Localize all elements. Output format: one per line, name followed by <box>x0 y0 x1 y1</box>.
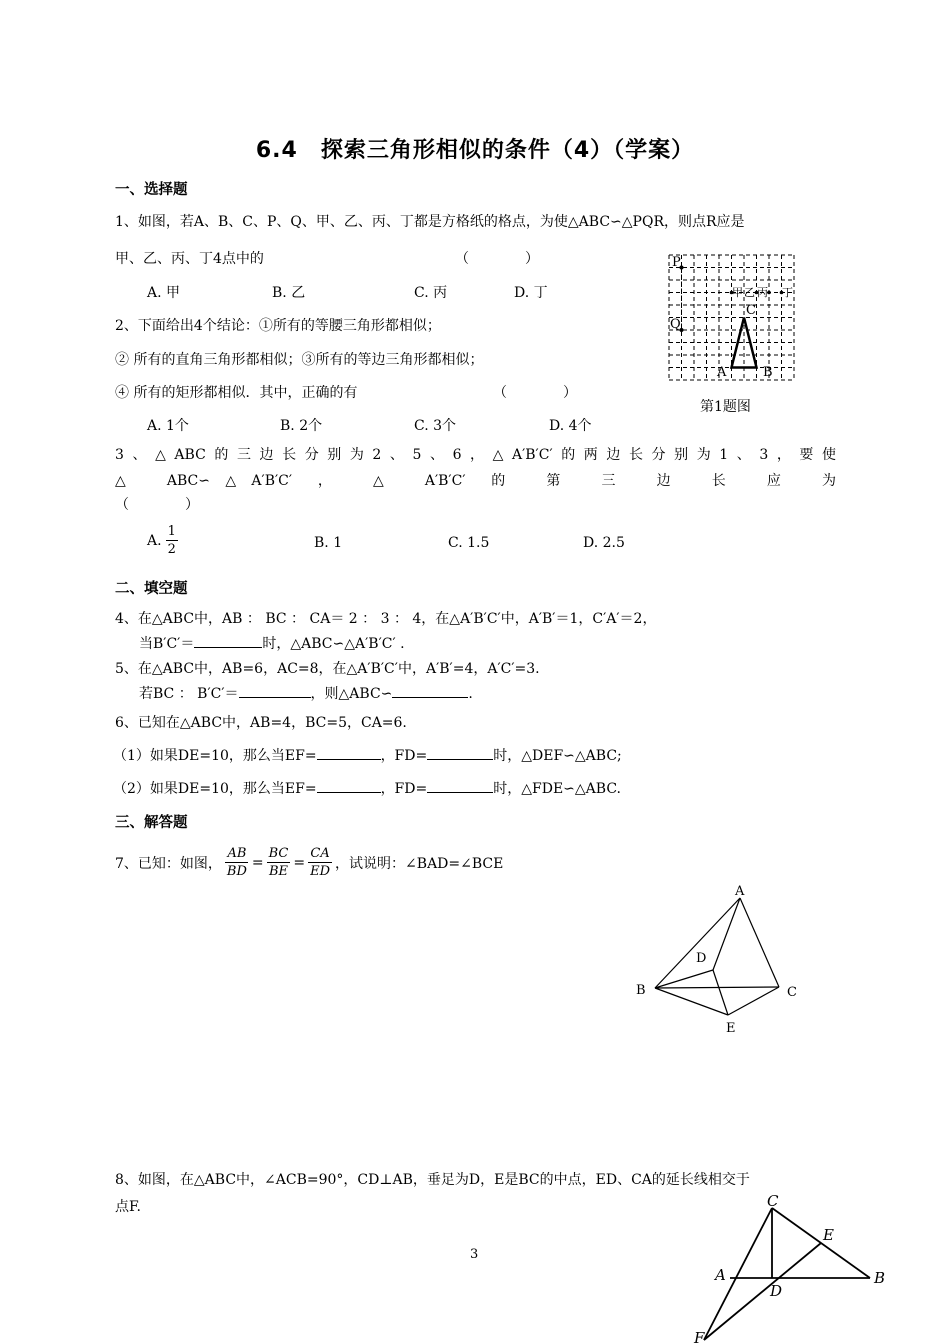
label-p: P <box>672 255 681 270</box>
q8-line1: 8、如图，在△ABC中，∠ACB=90°，CD⊥AB，垂足为D，E是BC的中点，ED、CA的延长线相交于 <box>115 1172 750 1188</box>
q1-line1: 1、如图，若A、B、C、P、Q、甲、乙、丙、丁都是方格纸的格点，为使△ABC∽△PQR，则点R应是 <box>115 214 745 230</box>
q8-label-c: C <box>767 1192 779 1210</box>
label-yi: 乙 <box>744 286 755 299</box>
q6-line1: 6、已知在△ABC中，AB=4，BC=5，CA=6. <box>115 715 407 731</box>
label-q: Q <box>670 317 681 332</box>
q7-f3-den: ED <box>310 864 331 879</box>
q6-part1-blank-ef[interactable] <box>317 745 381 760</box>
q6-part1 <box>113 745 622 765</box>
section-heading-choice: 一、选择题 <box>115 182 188 198</box>
q5-line1: 5、在△ABC中，AB=6，AC=8，在△A′B′C′中，A′B′=4，A′C′=3. <box>115 661 540 677</box>
q2-line2: ② 所有的直角三角形都相似；③所有的等边三角形都相似； <box>115 352 484 368</box>
grid-lines <box>669 255 794 380</box>
q1-line2: 甲、乙、丙、丁4点中的 <box>115 251 264 267</box>
q3-line2: △ ABC∽△A′B′C′ ， △ A′B′C′ 的 第 三 边 长 应 为 <box>115 473 836 489</box>
seg-ce <box>728 987 779 1015</box>
q7-f1-num: AB <box>227 846 247 861</box>
q6-part1-start: （1）如果DE=10，那么当EF= <box>113 748 317 764</box>
q8-label-f: F <box>694 1329 705 1344</box>
q8-label-b: B <box>874 1269 886 1287</box>
q7-figure <box>625 880 805 1040</box>
q8-line2: 点F. <box>115 1199 141 1215</box>
q5-line2-end: . <box>468 686 473 702</box>
q7-fraction-ab-bd <box>225 845 249 880</box>
q3-option-a <box>147 523 178 558</box>
q6-part2-blank-fd[interactable] <box>427 778 493 793</box>
q2-option-c: C. 3个 <box>414 418 457 434</box>
q8-label-d: D <box>770 1282 783 1300</box>
q3-option-c: C. 1.5 <box>448 535 490 551</box>
q2-option-d: D. 4个 <box>549 418 592 434</box>
q1-grid-figure <box>660 250 805 390</box>
seg-de <box>713 970 728 1015</box>
q4-line1: 4、在△ABC中，AB ： BC ： CA＝ 2 ： 3 ： 4，在△A′B′C′中，A′B′＝1，C′A′＝2， <box>115 611 657 627</box>
q7-label-d: D <box>696 951 707 966</box>
q7-label-a: A <box>735 884 745 899</box>
q7-suffix: ，试说明：∠BAD=∠BCE <box>335 855 504 872</box>
q6-part1-blank-fd[interactable] <box>427 745 493 760</box>
q6-part1-end: 时，△DEF∽△ABC; <box>493 748 622 764</box>
q1-option-a: A. 甲 <box>147 285 181 301</box>
q3-option-a-denominator: 2 <box>167 542 176 557</box>
q3-option-a-numerator: 1 <box>167 524 176 539</box>
page-title: 6.4 探索三角形相似的条件（4）（学案） <box>255 138 695 163</box>
q7-f3-num: CA <box>310 846 330 861</box>
q2-option-b: B. 2个 <box>280 418 323 434</box>
q8-figure <box>690 1190 895 1344</box>
q1-option-b: B. 乙 <box>272 285 306 301</box>
q2-line1: 2、下面给出4个结论：①所有的等腰三角形都相似； <box>115 318 441 334</box>
q5-blank-ratio[interactable] <box>239 683 311 698</box>
q4-line2-start: 当B′C′＝ <box>139 636 195 652</box>
q3-line1: 3、△ABC的三边长分别为2、5、6，△A′B′C′的两边长分别为1、3，要使 <box>115 447 836 463</box>
label-c: C <box>746 303 756 318</box>
q6-part2-start: （2）如果DE=10，那么当EF= <box>113 781 317 797</box>
q6-part2-blank-ef[interactable] <box>317 778 381 793</box>
q2-line3: ④ 所有的矩形都相似．其中，正确的有 <box>115 385 358 401</box>
q7-statement <box>115 845 503 880</box>
q7-f1-den: BD <box>226 864 247 879</box>
seg-ef <box>704 1243 821 1340</box>
q7-fraction-ca-ed <box>308 845 332 880</box>
seg-ac <box>740 898 779 987</box>
q2-option-a: A. 1个 <box>147 418 189 434</box>
q5-line2-mid: ，则△ABC∽ <box>310 686 393 702</box>
q3-option-a-prefix: A. <box>147 532 162 549</box>
q1-figure-caption: 第1题图 <box>700 399 751 415</box>
q5-line2 <box>139 683 473 703</box>
q7-eq2: = <box>293 854 306 871</box>
q4-line2-end: 时，△ABC∽△A′B′C′ . <box>262 636 405 652</box>
seg-bc <box>655 987 779 988</box>
q7-eq1: = <box>251 854 264 871</box>
q3-option-d: D. 2.5 <box>583 535 625 551</box>
section-heading-solve: 三、解答题 <box>115 815 188 831</box>
q3-option-a-fraction <box>166 523 178 558</box>
label-bing: 丙 <box>757 286 768 299</box>
q6-part2 <box>113 778 621 798</box>
q6-part2-mid: ，FD= <box>380 781 428 797</box>
q7-prefix: 7、已知：如图， <box>115 855 222 872</box>
q3-line3: （ ） <box>115 497 199 513</box>
q8-label-a: A <box>715 1266 726 1284</box>
q7-label-b: B <box>636 983 646 998</box>
q8-label-e: E <box>823 1226 834 1244</box>
q5-blank-triangle[interactable] <box>392 683 468 698</box>
label-b: B <box>763 365 773 380</box>
label-jia: 甲 <box>732 286 743 299</box>
label-ding: 丁 <box>782 286 793 299</box>
q1-option-c: C. 丙 <box>414 285 448 301</box>
seg-be <box>655 988 728 1015</box>
section-heading-fill: 二、填空题 <box>115 581 188 597</box>
label-a: A <box>717 365 727 380</box>
q4-blank[interactable] <box>194 633 262 648</box>
q7-fraction-bc-be <box>267 845 291 880</box>
q7-f2-den: BE <box>268 864 289 879</box>
q7-f2-num: BC <box>268 846 289 861</box>
q3-option-b: B. 1 <box>314 535 343 551</box>
q2-answer-paren: （ ） <box>493 385 577 401</box>
q7-label-e: E <box>726 1021 736 1036</box>
q6-part2-end: 时，△FDE∽△ABC. <box>493 781 621 797</box>
q7-label-c: C <box>787 985 797 1000</box>
q6-part1-mid: ，FD= <box>380 748 428 764</box>
seg-ad <box>713 898 740 970</box>
q1-option-d: D. 丁 <box>514 285 548 301</box>
q4-line2 <box>139 633 405 653</box>
page-number: 3 <box>470 1247 479 1262</box>
q5-line2-start: 若BC ： B′C′＝ <box>139 686 239 702</box>
q1-answer-paren: （ ） <box>455 251 539 267</box>
